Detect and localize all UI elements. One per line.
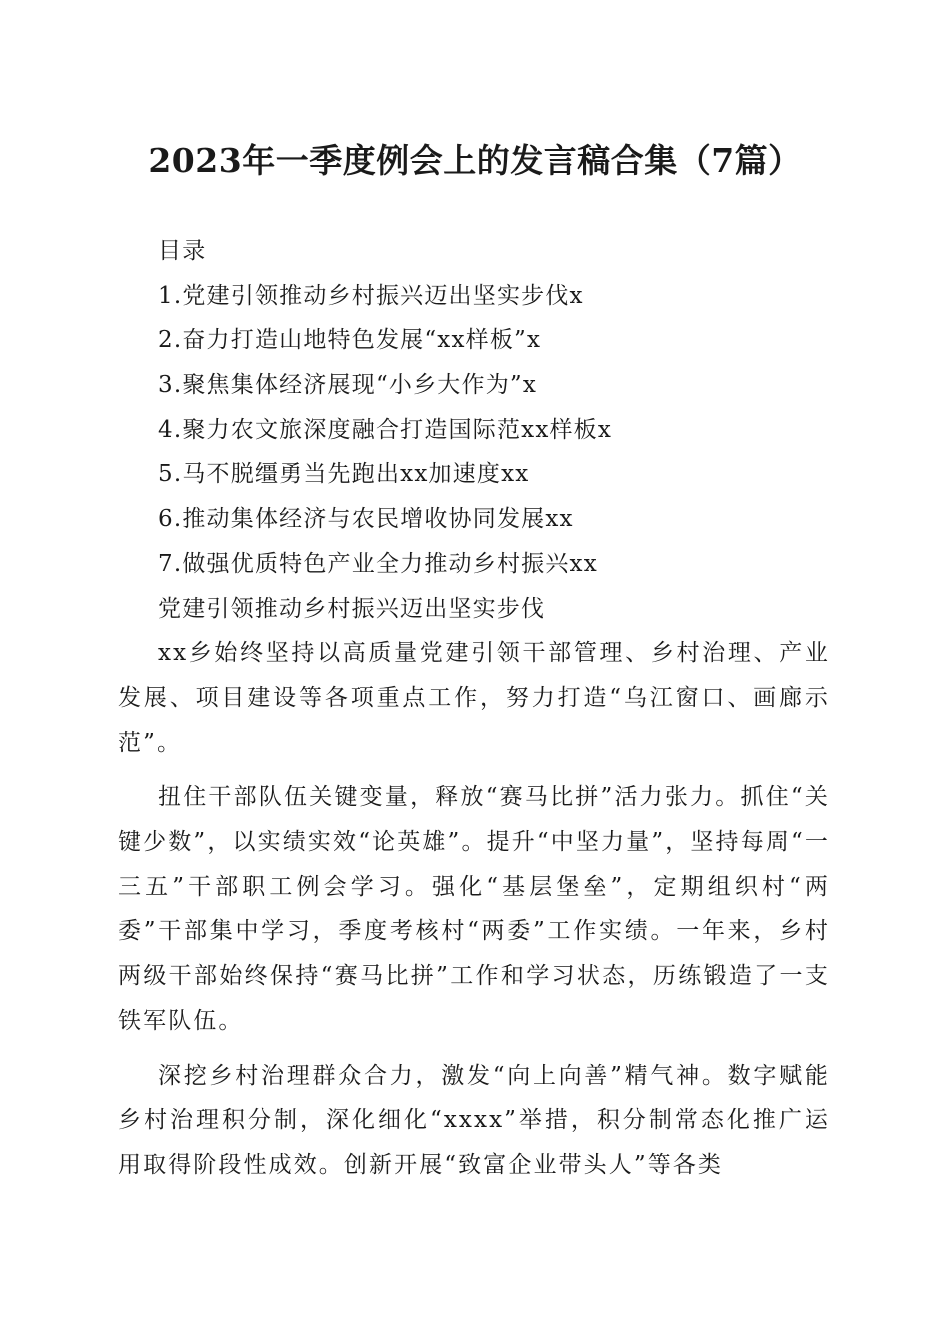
toc-heading: 目录 bbox=[158, 238, 207, 264]
toc-item: 4.聚力农文旅深度融合打造国际范xx样板x bbox=[158, 416, 613, 443]
document-title: 2023年一季度例会上的发言稿合集（7篇） bbox=[148, 141, 802, 180]
toc-item: 3.聚焦集体经济展现“小乡大作为”x bbox=[158, 372, 538, 399]
toc-item: 5.马不脱缰勇当先跑出xx加速度xx bbox=[158, 461, 530, 488]
toc-item: 1.党建引领推动乡村振兴迈出坚实步伐x bbox=[158, 282, 584, 309]
toc-item: 2.奋力打造山地特色发展“xx样板”x bbox=[158, 327, 542, 354]
toc-item: 7.做强优质特色产业全力推动乡村振兴xx bbox=[158, 550, 598, 577]
document-body bbox=[118, 229, 830, 1188]
section-title: 党建引领推动乡村振兴迈出坚实步伐 bbox=[158, 595, 546, 622]
paragraph: xx乡始终坚持以高质量党建引领干部管理、乡村治理、产业发展、项目建设等各项重点工作，努力打造“乌江窗口、画廊示范”。 bbox=[118, 640, 830, 756]
paragraph: 深挖乡村治理群众合力，激发“向上向善”精气神。数字赋能乡村治理积分制，深化细化“xxxx”举措，积分制常态化推广运用取得阶段性成效。创新开展“致富企业带头人”等各类 bbox=[118, 1062, 830, 1178]
toc-item: 6.推动集体经济与农民增收协同发展xx bbox=[158, 506, 574, 533]
paragraph: 扭住干部队伍关键变量，释放“赛马比拼”活力张力。抓住“关键少数”，以实绩实效“论英雄”。提升“中坚力量”，坚持每周“一三五”干部职工例会学习。强化“基层堡垒”，定期组织村“两委”干部集中学习，季度考核村“两委”工作实绩。一年来，乡村两级干部始终保持“赛马比拼”工作和学习状态，历练锻造了一支铁军队伍。 bbox=[118, 784, 830, 1034]
